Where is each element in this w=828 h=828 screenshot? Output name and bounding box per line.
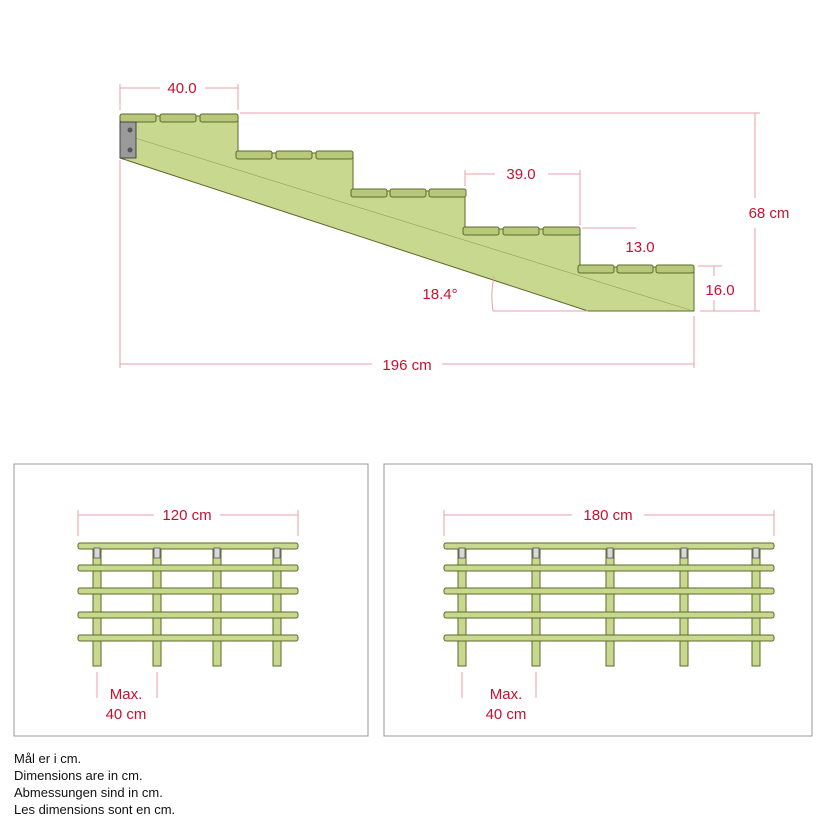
dim-step-run — [465, 166, 580, 225]
dimension-notes — [14, 750, 175, 818]
tread-step-5 — [578, 265, 694, 273]
front-large-spacing-label: 40 cm — [485, 706, 527, 723]
front-small-width-label: 120 cm — [162, 507, 212, 524]
front-view-small — [14, 464, 368, 736]
front-small-max-label: Max. — [109, 686, 143, 703]
stringer-grain-line — [135, 138, 690, 310]
dim-tread-depth — [120, 80, 238, 110]
total-length-label: 196 cm — [382, 357, 432, 374]
total-height-label: 68 cm — [748, 205, 790, 222]
front-view-large-frame — [384, 464, 812, 736]
angle-label: 18.4° — [422, 286, 458, 303]
tread-step-3 — [351, 189, 466, 197]
wall-bracket — [120, 122, 136, 158]
note-english: Dimensions are in cm. — [14, 768, 143, 783]
tread-step-2 — [236, 151, 353, 159]
note-french: Les dimensions sont en cm. — [14, 802, 176, 817]
dim-bottom-rise — [700, 282, 735, 311]
front-large-max-label: Max. — [489, 686, 523, 703]
front-view-small-frame — [14, 464, 368, 736]
tread-depth-label: 40.0 — [167, 80, 197, 97]
front-large-width-label: 180 cm — [583, 507, 633, 524]
front-small-spacing-label: 40 cm — [105, 706, 147, 723]
step-rise-label: 13.0 — [625, 239, 655, 256]
step-run-label: 39.0 — [506, 166, 536, 183]
bottom-rise-label: 16.0 — [705, 282, 735, 299]
tread-step-1 — [120, 114, 238, 122]
tread-step-4 — [463, 227, 580, 235]
stair-side-view — [120, 80, 789, 374]
note-german: Abmessungen sind in cm. — [14, 785, 163, 800]
note-norwegian: Mål er i cm. — [14, 751, 82, 766]
front-view-large — [384, 464, 812, 736]
stair-stringer — [120, 116, 694, 311]
